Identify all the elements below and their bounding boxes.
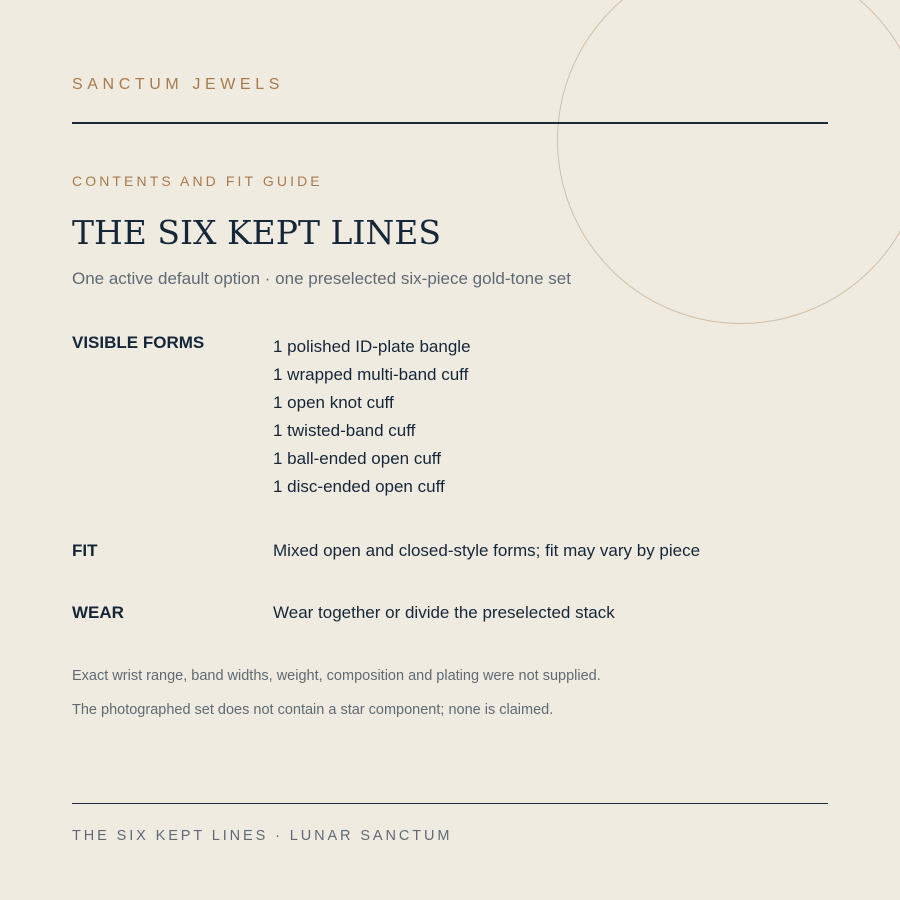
list-item: 1 open knot cuff [273,393,394,412]
wear-label: WEAR [72,603,124,622]
page-subtitle: One active default option · one preselected six-piece gold-tone set [72,269,571,288]
visible-forms-list [273,333,471,501]
decorative-circle [557,0,900,324]
fit-label: FIT [72,541,98,560]
list-item: 1 polished ID-plate bangle [273,337,471,356]
list-item: 1 disc-ended open cuff [273,477,445,496]
section-eyebrow: CONTENTS AND FIT GUIDE [72,173,323,189]
footer-text: THE SIX KEPT LINES · LUNAR SANCTUM [72,828,453,844]
disclaimer-note: Exact wrist range, band widths, weight, composition and plating were not supplied. [72,668,601,684]
footer-divider [72,803,828,804]
list-item: 1 wrapped multi-band cuff [273,365,469,384]
header-divider [72,122,828,124]
page-title: THE SIX KEPT LINES [72,213,441,252]
disclaimer-note: The photographed set does not contain a star component; none is claimed. [72,702,554,718]
visible-forms-label: VISIBLE FORMS [72,333,205,352]
list-item: 1 twisted-band cuff [273,421,416,440]
list-item: 1 ball-ended open cuff [273,449,441,468]
brand-name: SANCTUM JEWELS [72,76,284,93]
wear-value: Wear together or divide the preselected stack [273,603,615,622]
fit-value: Mixed open and closed-style forms; fit may vary by piece [273,541,701,560]
